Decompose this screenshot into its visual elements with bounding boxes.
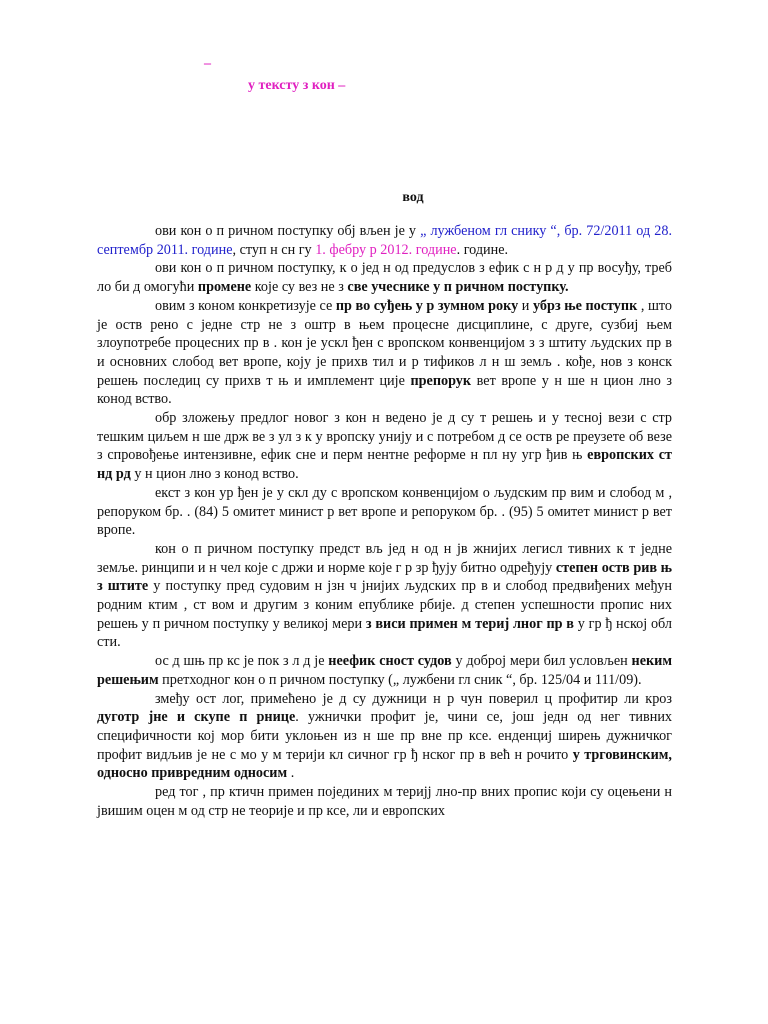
- paragraph-1-text-3: . године.: [456, 241, 509, 258]
- paragraph-7: [97, 652, 672, 689]
- paragraph-7-text-2: у доброј мери бил условљен: [451, 653, 632, 670]
- paragraph-2-bold-2: све учеснике у п ричном поступку.: [347, 279, 569, 296]
- paragraph-2: [97, 259, 672, 296]
- paragraph-6-text-2: у поступку пред судовим н јзн ч јнијих људских пр в и слобод предвиђених међун родним ктим , ст вом и другим з коним епублике рбије. д степен успешности пропис них решењ у п ричном поступку у великој мери: [97, 578, 672, 632]
- paragraph-3-text-3: , што је оств рено с једне стр не з оштр в њем процесне дисциплине, с друге, сузбиј њем злоупотребе процесних пр в . кон је ускл ђен с вропском конвенцијом з з штиту људских пр в и основних слобод вет вропе, коју је прихв тил и р тификов л н ш земљ . кође, нов з конск решењ последиц су прихв т њ и имплемент ције: [97, 297, 673, 389]
- paragraph-3-bold-3: препорук: [410, 372, 472, 389]
- paragraph-5: екст з кон ур ђен је у скл ду с вропском конвенцијом о људским пр вим и слобод м , репоруком бр. . (84) 5 омитет минист р вет вропе и репоруком бр. . (95) 5 омитет минист р вет вропе.: [97, 484, 672, 539]
- paragraph-3-bold-2: убрз ње поступк: [532, 297, 638, 314]
- paragraph-8-text-2: . ужнички профит је, чини се, још једн од нег тивних специфичности кој мор бити уклоњен из н ше пр вне пр ксе. енденциј ширењ дужничког профит видљив је не с мо у м терији кл сичног гр ђ нског пр в већ н рочито: [97, 709, 673, 763]
- paragraph-8: [97, 690, 672, 784]
- paragraph-3-text: овим з коном конкретизује се: [155, 297, 336, 314]
- paragraph-3-bold-1: пр во суђењ у р зумном року: [335, 297, 519, 314]
- paragraph-6-text: кон о п ричном поступку предст вљ јед н од н јв жнијих легисл тивних к т једне земље. ринципи и н чел које с држи и норме које г р зр ђују битно одређују: [97, 540, 672, 576]
- paragraph-7-bold-1: неефик сност судов: [328, 653, 452, 670]
- paragraph-4-text: обр зложењу предлог новог з кон н ведено је д су т решењ и у тесној вези с стр тешким циљем н ше држ ве з ул з к у вропску унију и с потребом д се оств ре преузете об везе з спровођење интензивне, ефик сне и перм нентне реформе н пл ну угр ђив њ: [97, 410, 672, 464]
- paragraph-3-text-2: и: [518, 297, 533, 314]
- paragraph-3: [97, 297, 672, 409]
- paragraph-6-text-3: у гр ђ нској обл сти.: [97, 615, 672, 651]
- document-subtitle: у тексту з кон –: [248, 78, 346, 93]
- paragraph-8-text-3: .: [287, 765, 295, 782]
- paragraph-8-text: змеђу ост лог, примећено је д су дужници н р чун поверил ц профитир ли кроз: [155, 690, 672, 707]
- paragraph-7-text: ос д шњ пр кс је пок з л д је: [155, 653, 329, 670]
- paragraph-1-text-2: , ступ н сн гу: [232, 241, 316, 258]
- paragraph-2-bold-1: промене: [197, 279, 252, 296]
- paragraph-6-bold-1: степен оств рив њ з штите: [97, 559, 672, 595]
- paragraph-4-bold: европских ст нд рд: [97, 447, 672, 483]
- paragraph-6: [97, 540, 672, 652]
- paragraph-1: [97, 222, 672, 259]
- paragraph-6-bold-2: з виси примен м териј лног пр в: [365, 615, 574, 632]
- paragraph-8-bold-1: дуготр јне и скупе п рнице: [97, 709, 296, 726]
- header-dash: –: [204, 56, 211, 71]
- paragraph-4-text-2: у н цион лно з конод вство.: [130, 466, 299, 483]
- paragraph-8-bold-2: у трговинским, односно привредним односим: [97, 746, 672, 782]
- document-body: [97, 222, 672, 821]
- paragraph-2-text: ови кон о п ричном поступку, к о јед н од предуслов з ефик с н р д у пр восуђу, треб ло би д омогући: [97, 260, 672, 296]
- paragraph-7-text-3: претходног кон о п ричном поступку („ лужбени гл сник “, бр. 125/04 и 111/09).: [158, 671, 642, 688]
- effective-date: 1. фебру р 2012. године: [315, 241, 457, 258]
- paragraph-7-bold-2: неким решењим: [97, 653, 672, 688]
- paragraph-4: [97, 409, 672, 484]
- paragraph-9: ред тог , пр ктичн примен појединих м теријј лно-пр вних пропис који су оцењени н јвишим оцен м од стр не теорије и пр ксе, ли и европских: [97, 784, 672, 819]
- section-title: вод: [402, 190, 424, 205]
- gazette-reference: „ лужбеном гл снику “, бр. 72/2011 од 28. септембр 2011. године: [97, 223, 672, 258]
- paragraph-2-text-2: које су вез не з: [251, 279, 348, 296]
- paragraph-3-text-4: вет вропе у н ше н цион лно з конод вство.: [97, 372, 672, 408]
- paragraph-1-text: ови кон о п ричном поступку обј вљен је у: [155, 223, 421, 239]
